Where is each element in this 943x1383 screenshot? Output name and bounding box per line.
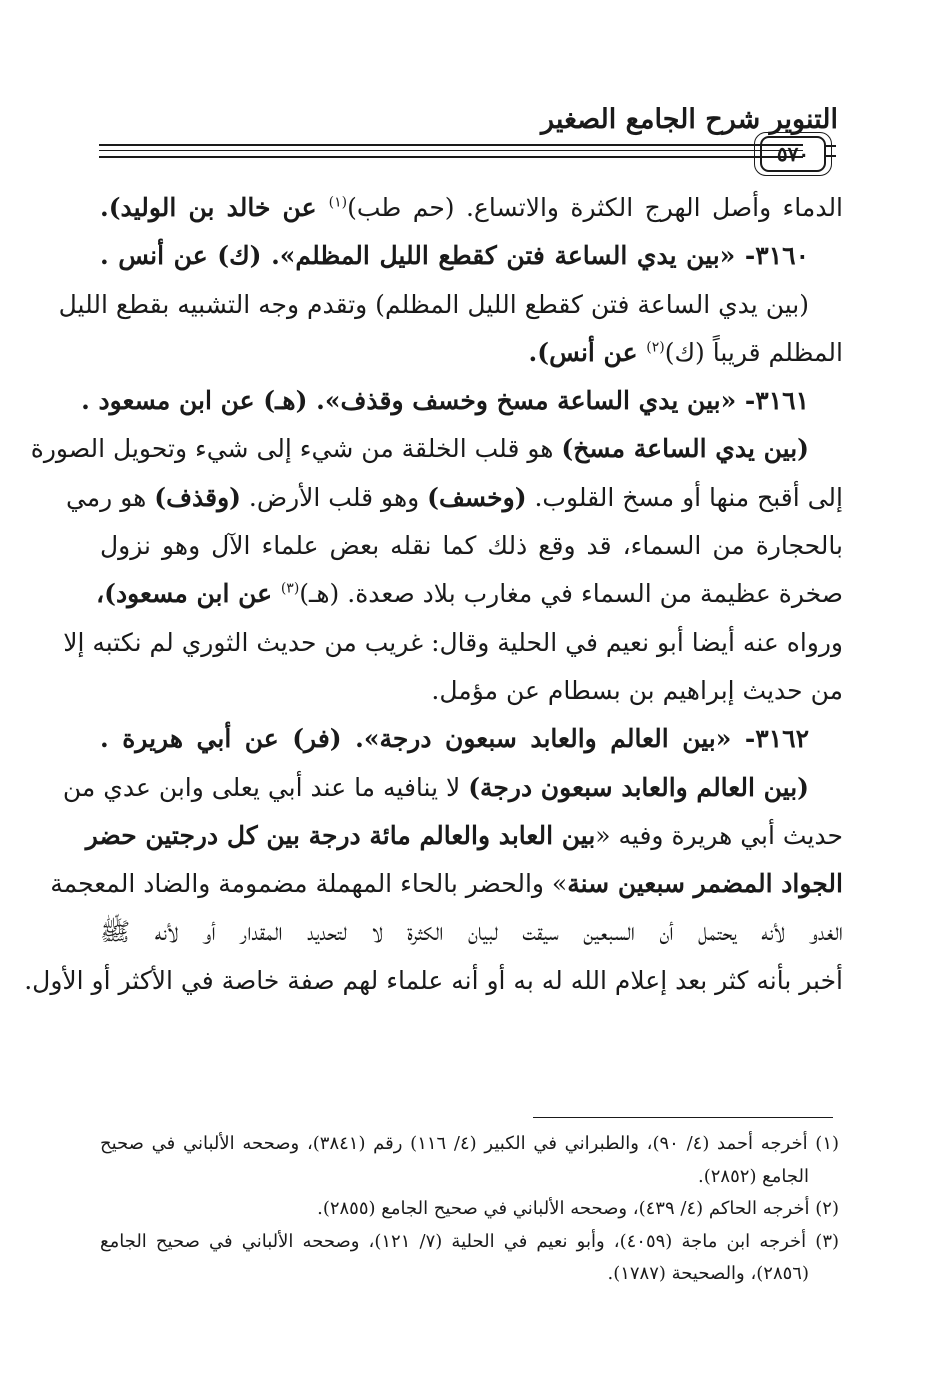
text-line: الغدو لأنه يحتمل أن السبعين سيقت لبيان الكثرة لا لتحديد المقدار أو لأنه ﷺ <box>100 917 843 947</box>
hadith-heading: ٣١٦١- «بين يدي الساعة مسخ وخسف وقذف». (هـ) عن ابن مسعود . <box>81 386 809 416</box>
footnote-1-continued: الجامع (٢٨٥٢). <box>698 1165 809 1187</box>
footnote-2: (٢) أخرجه الحاكم (٤/ ٤٣٩)، وصححه الألباني في صحيح الجامع (٢٨٥٥). <box>317 1198 839 1219</box>
text-line: حديث أبي هريرة وفيه «بين العابد والعالم مائة درجة بين كل درجتين حضر <box>85 820 843 850</box>
hadith-heading: ٣١٦٠- «بين يدي الساعة فتن كقطع الليل المظلم». (ك) عن أنس . <box>100 241 809 271</box>
header-rule-top <box>99 144 803 146</box>
text-line: صخرة عظيمة من السماء في مغارب بلاد صعدة. (هـ)$^{(٣)}$ عن ابن مسعود)، <box>96 579 843 609</box>
text-line: الدماء وأصل الهرج الكثرة والاتساع. (حم طب)$^{(١)}$ عن خالد بن الوليد). <box>100 193 844 222</box>
footnote-3-continued: (٢٨٥٦)، والصحيحة (١٧٨٧). <box>607 1263 809 1284</box>
text-line: أخبر بأنه كثر بعد إعلام الله له به أو أنه علماء لهم صفة خاصة في الأكثر أو الأول. <box>24 965 843 995</box>
footnote-1: (١) أخرجه أحمد (٤/ ٩٠)، والطبراني في الكبير (٤/ ١١٦) رقم (٣٨٤١)، وصححه الألباني في صحيح <box>100 1133 840 1154</box>
running-header-title: التنوير شرح الجامع الصغير <box>541 104 838 135</box>
footnote-3: (٣) أخرجه ابن ماجة (٤٠٥٩)، وأبو نعيم في الحلية (٧/ ١٢١)، وصححه الألباني في صحيح الجامع <box>100 1230 840 1252</box>
text-line: بالحجارة من السماء، قد وقع ذلك كما نقله بعض علماء الآل وهو نزول <box>100 531 843 561</box>
text-line: (بين العالم والعابد سبعون درجة) لا ينافيه ما عند أبي يعلى وابن عدي من <box>62 772 809 802</box>
main-text <box>24 184 844 1005</box>
page-number: ٥٧٠ <box>760 136 826 172</box>
text-line: (بين يدي الساعة فتن كقطع الليل المظلم) وتقدم وجه التشبيه بقطع الليل <box>58 289 809 319</box>
text-line: المظلم قريباً (ك)$^{(٢)}$ عن أنس). <box>528 337 843 367</box>
text-line: ورواه عنه أيضا أبو نعيم في الحلية وقال: غريب من حديث الثوري لم نكتبه إلا <box>63 627 843 657</box>
text-line: من حديث إبراهيم بن بسطام عن مؤمل. <box>431 675 843 705</box>
header-rule-middle <box>99 150 803 151</box>
hadith-heading: ٣١٦٢- «بين العالم والعابد سبعون درجة». (فر) عن أبي هريرة . <box>100 724 809 754</box>
footnote-separator <box>533 1117 833 1118</box>
text-line: إلى أقبح منها أو مسخ القلوب. (وخسف) وهو قلب الأرض. (وقذف) هو رمي <box>65 482 843 512</box>
text-line: (بين يدي الساعة مسخ) هو قلب الخلقة من شيء إلى شيء وتحويل الصورة <box>30 434 809 464</box>
text-line: الجواد المضمر سبعين سنة» والحضر بالحاء المهملة مضمومة والضاد المعجمة <box>50 869 843 899</box>
header-rule-bottom <box>99 156 803 158</box>
footnotes <box>100 1128 839 1291</box>
